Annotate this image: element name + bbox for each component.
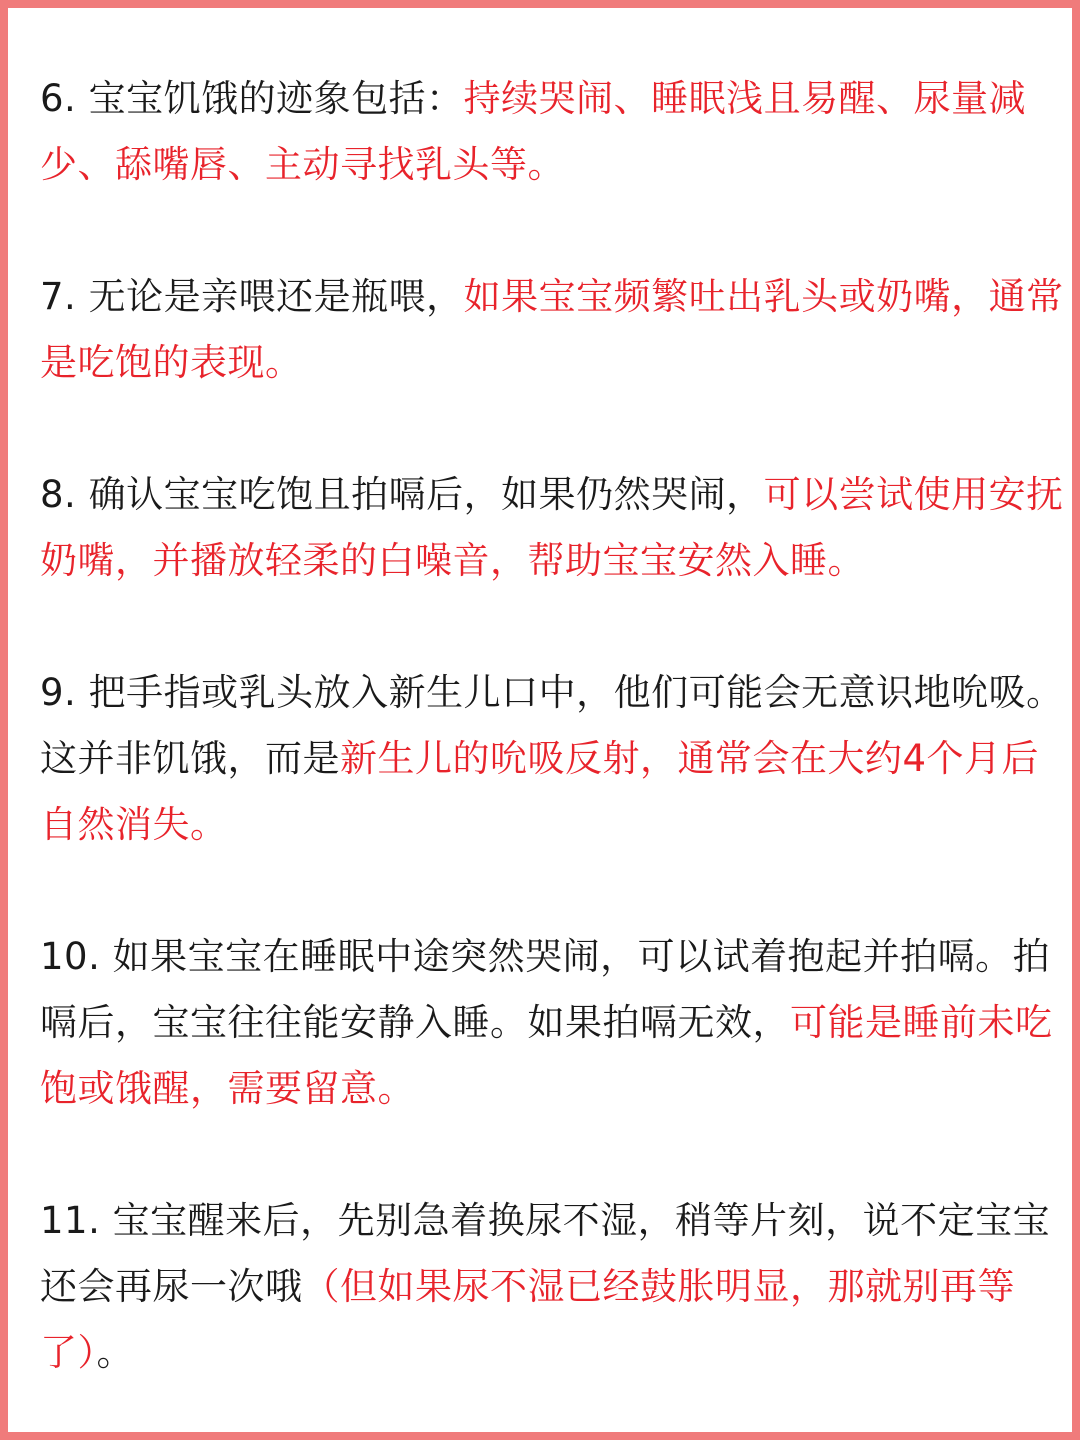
tip-text: 把手指或乳头放入新生儿口中，他们可能会无意识地吮吸。这并非饥饿，而是 [40,671,1064,780]
tip-number: 10. [40,935,113,978]
tip-tail: 。 [96,1331,134,1374]
tip-highlight: 持续哭闹、睡眠浅且易醒、尿量减少、舔嘴唇、主动寻找乳头等。 [40,77,1027,186]
tip-item-6 [40,66,1070,198]
tip-text: 如果宝宝在睡眠中途突然哭闹，可以试着抱起并拍嗝。拍嗝后，宝宝往往能安静入睡。如果拍嗝无效， [40,935,1051,1044]
tip-text: 宝宝饥饿的迹象包括： [88,77,464,120]
tip-number: 11. [40,1199,113,1242]
tip-item-11 [40,1188,1070,1386]
tip-item-7 [40,264,1070,396]
tip-highlight: 如果宝宝频繁吐出乳头或奶嘴，通常是吃饱的表现。 [40,275,1064,384]
tip-number: 7. [40,275,89,318]
tip-item-8 [40,462,1070,594]
tip-item-10 [40,924,1070,1122]
tip-item-9 [40,660,1070,858]
tips-list [40,66,1070,1386]
tip-text: 确认宝宝吃饱且拍嗝后，如果仍然哭闹， [88,473,764,516]
tip-highlight: 可以尝试使用安抚奶嘴，并播放轻柔的白噪音，帮助宝宝安然入睡。 [40,473,1064,582]
tip-number: 6. [40,77,89,120]
tip-number: 8. [40,473,89,516]
tip-highlight: 新生儿的吮吸反射，通常会在大约4个月后自然消失。 [40,737,1040,846]
tip-text: 宝宝醒来后，先别急着换尿不湿，稍等片刻，说不定宝宝还会再尿一次哦 [40,1199,1051,1308]
tip-number: 9. [40,671,89,714]
tip-highlight: （但如果尿不湿已经鼓胀明显，那就别再等了） [40,1265,1015,1374]
tip-text: 无论是亲喂还是瓶喂， [88,275,464,318]
tip-highlight: 可能是睡前未吃饱或饿醒，需要留意。 [40,1001,1053,1110]
